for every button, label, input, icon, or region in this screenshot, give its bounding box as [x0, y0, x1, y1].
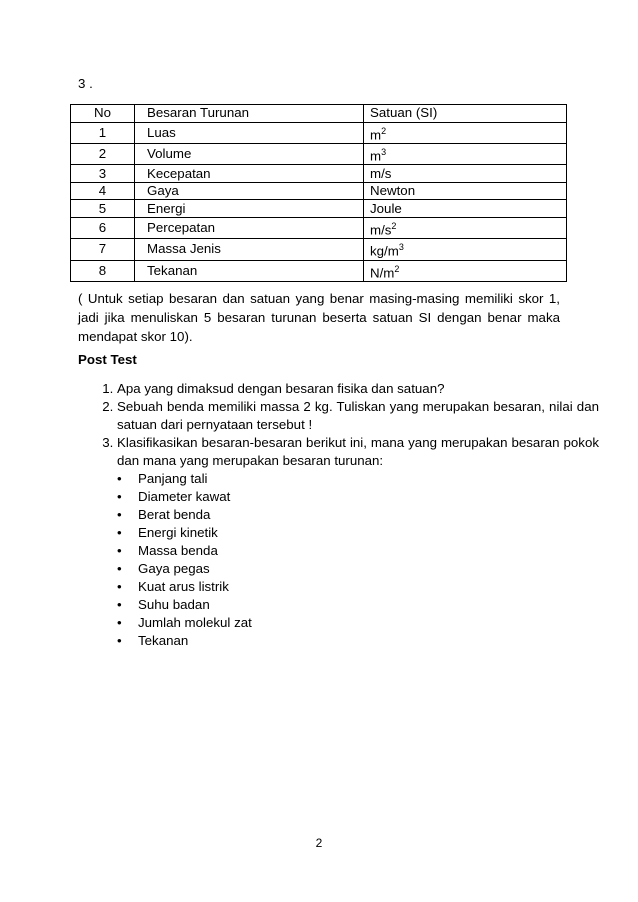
list-item-text: Jumlah molekul zat: [138, 615, 252, 630]
header-besaran-turunan: Besaran Turunan: [135, 105, 364, 123]
list-item: [117, 578, 599, 596]
cell-satuan: [364, 239, 567, 260]
list-item: [117, 632, 599, 650]
quantity-list: [117, 470, 599, 650]
question-text: Apa yang dimaksud dengan besaran fisika dan satuan?: [117, 381, 445, 396]
cell-besaran: Tekanan: [135, 260, 364, 281]
cell-besaran: Percepatan: [135, 217, 364, 238]
table-row: [71, 260, 567, 281]
list-item: [117, 470, 599, 488]
bullet-icon: •: [117, 471, 122, 486]
cell-no: 5: [71, 200, 135, 218]
list-item-text: Berat benda: [138, 507, 211, 522]
bullet-icon: •: [117, 525, 122, 540]
cell-satuan: [364, 143, 567, 164]
list-item: [117, 596, 599, 614]
cell-besaran: Massa Jenis: [135, 239, 364, 260]
list-item-text: Kuat arus listrik: [138, 579, 229, 594]
list-item-text: Panjang tali: [138, 471, 208, 486]
table-row: [71, 200, 567, 218]
unit-base: Joule: [370, 200, 402, 216]
cell-besaran: Kecepatan: [135, 165, 364, 183]
cell-no: 2: [71, 143, 135, 164]
table-row: [71, 217, 567, 238]
unit-base: N/m: [370, 265, 395, 281]
list-item: [117, 614, 599, 632]
unit-base: m: [370, 148, 382, 164]
cell-no: 1: [71, 122, 135, 143]
cell-no: 6: [71, 217, 135, 238]
unit-exponent: 3: [381, 146, 387, 157]
bullet-icon: •: [117, 561, 122, 576]
header-satuan: Satuan (SI): [364, 105, 567, 123]
unit-exponent: 3: [398, 242, 404, 253]
bullet-icon: •: [117, 507, 122, 522]
cell-satuan: [364, 200, 567, 218]
unit-base: m/s: [370, 222, 392, 238]
table-header-row: [71, 105, 567, 123]
bullet-icon: •: [117, 597, 122, 612]
list-item: [117, 542, 599, 560]
cell-no: 8: [71, 260, 135, 281]
list-item-text: Diameter kawat: [138, 489, 231, 504]
post-test-questions: [78, 380, 599, 650]
table-row: [71, 239, 567, 260]
bullet-icon: •: [117, 579, 122, 594]
table-row: [71, 165, 567, 183]
unit-base: kg/m: [370, 243, 399, 259]
cell-satuan: [364, 217, 567, 238]
scoring-note: ( Untuk setiap besaran dan satuan yang benar masing-masing memiliki skor 1, jadi jika menuliskan 5 besaran turunan beserta satuan SI dengan benar maka mendapat skor 10).: [78, 291, 560, 344]
cell-satuan: [364, 260, 567, 281]
section-number: 3 .: [78, 76, 93, 91]
cell-besaran: Luas: [135, 122, 364, 143]
header-no: No: [71, 105, 135, 123]
unit-exponent: 2: [381, 125, 387, 136]
unit-exponent: 2: [391, 220, 397, 231]
cell-satuan: [364, 122, 567, 143]
cell-no: 4: [71, 182, 135, 200]
bullet-icon: •: [117, 489, 122, 504]
question-text: Sebuah benda memiliki massa 2 kg. Tuliskan yang merupakan besaran, nilai dan satuan dari pernyataan tersebut !: [117, 399, 599, 432]
list-item-text: Tekanan: [138, 633, 189, 648]
cell-satuan: [364, 165, 567, 183]
table-row: [71, 182, 567, 200]
list-item-text: Gaya pegas: [138, 561, 210, 576]
post-test-title: Post Test: [78, 352, 137, 367]
unit-base: Newton: [370, 183, 416, 199]
table-row: [71, 122, 567, 143]
unit-exponent: 2: [394, 263, 400, 274]
list-item-text: Suhu badan: [138, 597, 210, 612]
unit-base: m: [370, 126, 382, 142]
cell-no: 3: [71, 165, 135, 183]
list-item-text: Energi kinetik: [138, 525, 218, 540]
derived-quantities-table: [70, 104, 567, 282]
cell-besaran: Gaya: [135, 182, 364, 200]
list-item: [117, 524, 599, 542]
question-item: [117, 398, 599, 434]
cell-besaran: Energi: [135, 200, 364, 218]
bullet-icon: •: [117, 543, 122, 558]
cell-satuan: [364, 182, 567, 200]
cell-no: 7: [71, 239, 135, 260]
list-item-text: Massa benda: [138, 543, 218, 558]
cell-besaran: Volume: [135, 143, 364, 164]
question-item: [117, 434, 599, 650]
list-item: [117, 506, 599, 524]
unit-base: m/s: [370, 165, 392, 181]
list-item: [117, 488, 599, 506]
question-item: [117, 380, 599, 398]
list-item: [117, 560, 599, 578]
table-row: [71, 143, 567, 164]
bullet-icon: •: [117, 633, 122, 648]
question-text: Klasifikasikan besaran-besaran berikut ini, mana yang merupakan besaran pokok dan mana yang merupakan besaran turunan:: [117, 435, 599, 468]
page-number: 2: [315, 836, 323, 850]
bullet-icon: •: [117, 615, 122, 630]
